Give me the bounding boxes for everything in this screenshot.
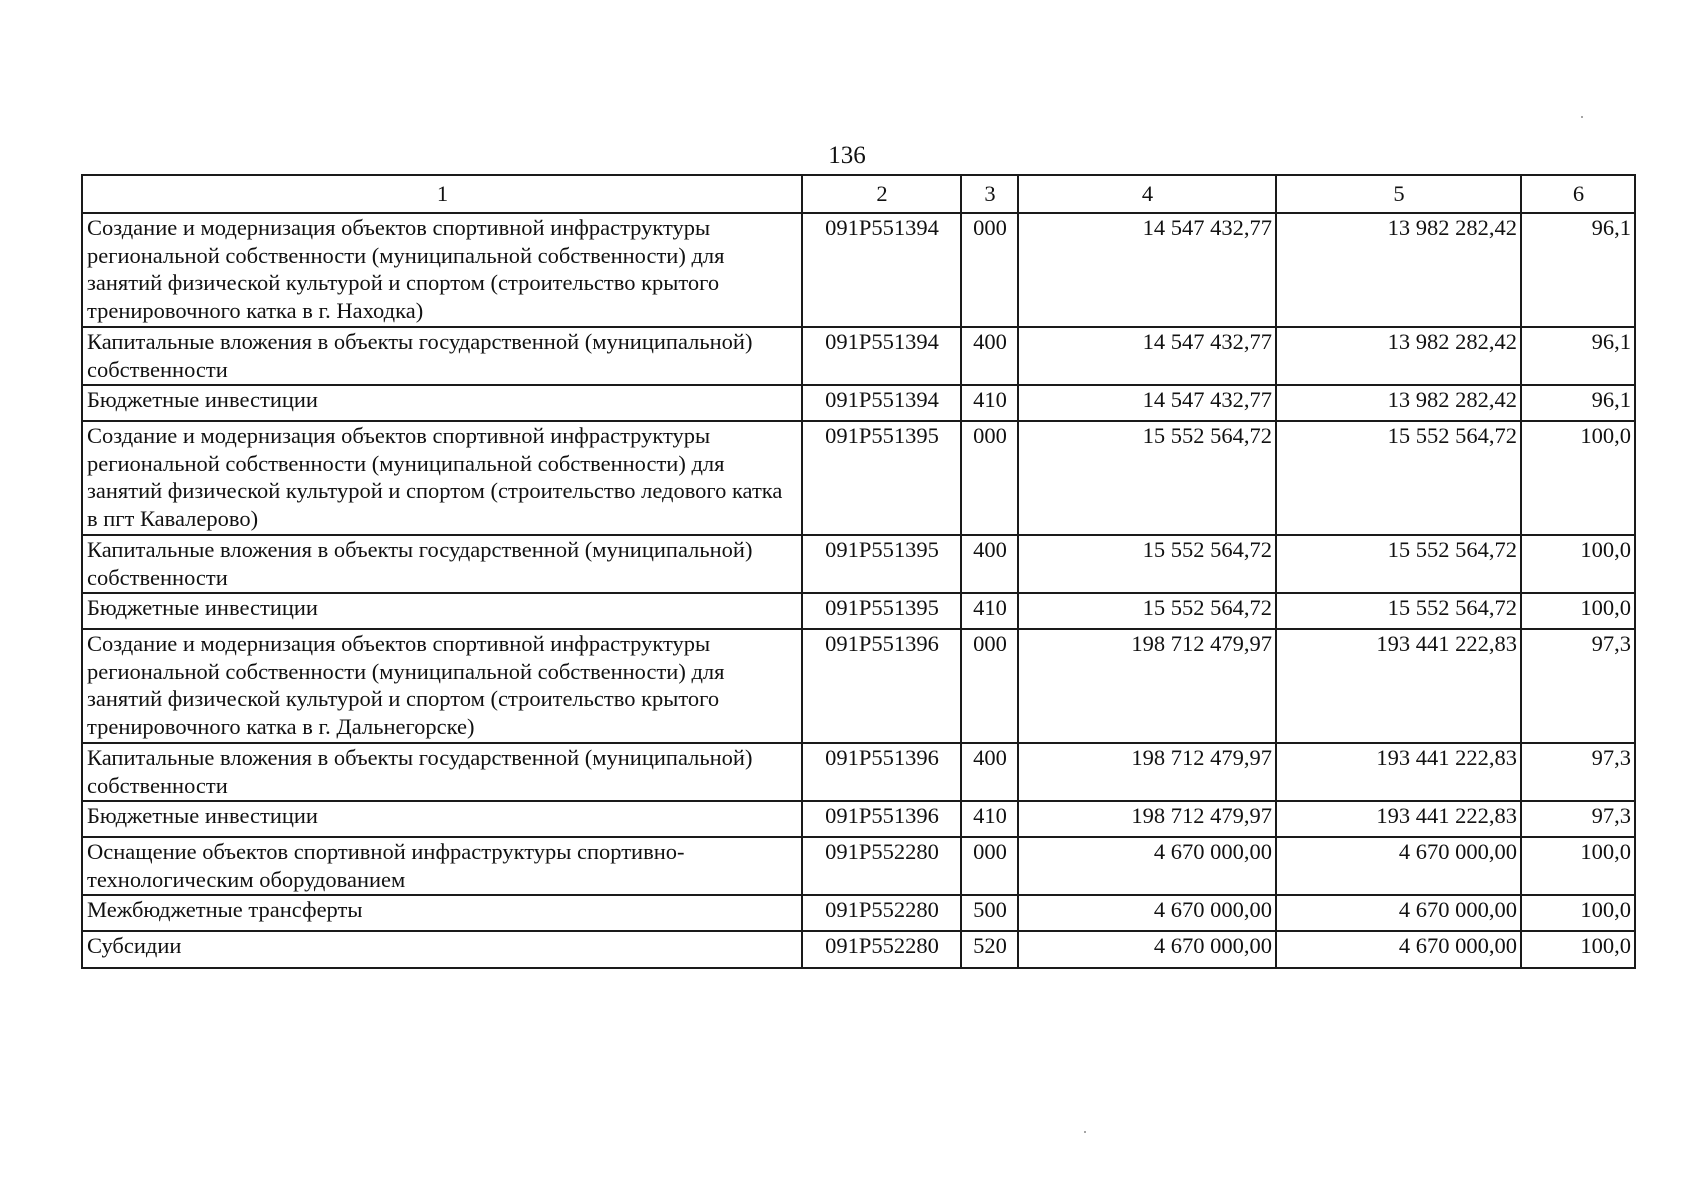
row-fact-cell: 193 441 222,83 — [1276, 629, 1521, 743]
row-percent-cell: 100,0 — [1521, 895, 1635, 931]
table-row — [82, 895, 1635, 931]
row-vr-cell: 410 — [961, 593, 1018, 629]
row-percent-cell: 100,0 — [1521, 931, 1635, 968]
row-code-cell: 091P551395 — [802, 421, 961, 535]
scan-speck — [1084, 1131, 1086, 1133]
row-code-cell: 091P551395 — [802, 535, 961, 593]
row-fact-cell: 193 441 222,83 — [1276, 801, 1521, 837]
row-vr-cell: 000 — [961, 629, 1018, 743]
row-code-cell: 091P551396 — [802, 743, 961, 801]
row-percent-cell: 100,0 — [1521, 593, 1635, 629]
row-name-cell: Создание и модернизация объектов спортивной инфраструктуры региональной собственности (муниципальной собственности) для занятий физической культурой и спортом (строительство ледового катка в пгт Кавалерово) — [82, 421, 802, 535]
row-plan-cell: 15 552 564,72 — [1018, 593, 1276, 629]
row-fact-cell: 4 670 000,00 — [1276, 895, 1521, 931]
row-vr-cell: 410 — [961, 385, 1018, 421]
header-col-4: 4 — [1018, 175, 1276, 213]
page-number — [0, 141, 1698, 171]
row-name-cell: Бюджетные инвестиции — [82, 801, 802, 837]
row-code-cell: 091P551396 — [802, 629, 961, 743]
row-vr-cell: 000 — [961, 421, 1018, 535]
row-percent-cell: 96,1 — [1521, 213, 1635, 327]
row-percent-cell: 97,3 — [1521, 743, 1635, 801]
row-percent-cell: 100,0 — [1521, 535, 1635, 593]
row-code-cell: 091P551396 — [802, 801, 961, 837]
header-col-6: 6 — [1521, 175, 1635, 213]
row-name-cell: Межбюджетные трансферты — [82, 895, 802, 931]
page-number-text: 136 — [828, 142, 866, 169]
table-row — [82, 801, 1635, 837]
budget-table — [81, 174, 1636, 969]
row-vr-cell: 500 — [961, 895, 1018, 931]
scan-speck — [1581, 116, 1583, 118]
table-row — [82, 743, 1635, 801]
row-fact-cell: 15 552 564,72 — [1276, 593, 1521, 629]
row-plan-cell: 198 712 479,97 — [1018, 743, 1276, 801]
row-percent-cell: 96,1 — [1521, 327, 1635, 385]
row-percent-cell: 97,3 — [1521, 629, 1635, 743]
table-row — [82, 931, 1635, 968]
table-row — [82, 535, 1635, 593]
row-name-cell: Капитальные вложения в объекты государственной (муниципальной) собственности — [82, 535, 802, 593]
row-code-cell: 091P551395 — [802, 593, 961, 629]
row-percent-cell: 100,0 — [1521, 837, 1635, 895]
table-row — [82, 837, 1635, 895]
row-plan-cell: 14 547 432,77 — [1018, 327, 1276, 385]
table-row — [82, 421, 1635, 535]
row-name-cell: Капитальные вложения в объекты государственной (муниципальной) собственности — [82, 327, 802, 385]
row-plan-cell: 4 670 000,00 — [1018, 931, 1276, 968]
table-row — [82, 213, 1635, 327]
table-body — [82, 213, 1635, 968]
row-name-cell: Создание и модернизация объектов спортивной инфраструктуры региональной собственности (муниципальной собственности) для занятий физической культурой и спортом (строительство крытого тренировочного катка в г. Дальнегорске) — [82, 629, 802, 743]
row-vr-cell: 000 — [961, 837, 1018, 895]
row-plan-cell: 198 712 479,97 — [1018, 629, 1276, 743]
row-fact-cell: 15 552 564,72 — [1276, 535, 1521, 593]
row-vr-cell: 520 — [961, 931, 1018, 968]
row-name-cell: Оснащение объектов спортивной инфраструктуры спортивно-технологическим оборудованием — [82, 837, 802, 895]
row-name-cell: Бюджетные инвестиции — [82, 593, 802, 629]
row-percent-cell: 96,1 — [1521, 385, 1635, 421]
row-fact-cell: 13 982 282,42 — [1276, 385, 1521, 421]
row-vr-cell: 400 — [961, 743, 1018, 801]
row-name-cell: Субсидии — [82, 931, 802, 968]
row-fact-cell: 15 552 564,72 — [1276, 421, 1521, 535]
row-fact-cell: 4 670 000,00 — [1276, 931, 1521, 968]
header-col-2: 2 — [802, 175, 961, 213]
row-plan-cell: 4 670 000,00 — [1018, 837, 1276, 895]
row-plan-cell: 15 552 564,72 — [1018, 535, 1276, 593]
row-code-cell: 091P551394 — [802, 213, 961, 327]
row-fact-cell: 13 982 282,42 — [1276, 327, 1521, 385]
table-row — [82, 593, 1635, 629]
table-row — [82, 385, 1635, 421]
header-col-3: 3 — [961, 175, 1018, 213]
table-row — [82, 327, 1635, 385]
header-row — [82, 175, 1635, 213]
row-plan-cell: 15 552 564,72 — [1018, 421, 1276, 535]
row-percent-cell: 100,0 — [1521, 421, 1635, 535]
row-name-cell: Создание и модернизация объектов спортивной инфраструктуры региональной собственности (муниципальной собственности) для занятий физической культурой и спортом (строительство крытого тренировочного катка в г. Находка) — [82, 213, 802, 327]
row-plan-cell: 198 712 479,97 — [1018, 801, 1276, 837]
row-code-cell: 091P552280 — [802, 837, 961, 895]
row-fact-cell: 13 982 282,42 — [1276, 213, 1521, 327]
row-fact-cell: 193 441 222,83 — [1276, 743, 1521, 801]
row-name-cell: Бюджетные инвестиции — [82, 385, 802, 421]
row-code-cell: 091P552280 — [802, 895, 961, 931]
row-vr-cell: 400 — [961, 327, 1018, 385]
row-percent-cell: 97,3 — [1521, 801, 1635, 837]
row-plan-cell: 14 547 432,77 — [1018, 213, 1276, 327]
header-col-1: 1 — [82, 175, 802, 213]
row-code-cell: 091P552280 — [802, 931, 961, 968]
table-header — [82, 175, 1635, 213]
row-vr-cell: 000 — [961, 213, 1018, 327]
table-row — [82, 629, 1635, 743]
row-code-cell: 091P551394 — [802, 385, 961, 421]
row-plan-cell: 14 547 432,77 — [1018, 385, 1276, 421]
row-name-cell: Капитальные вложения в объекты государственной (муниципальной) собственности — [82, 743, 802, 801]
row-plan-cell: 4 670 000,00 — [1018, 895, 1276, 931]
row-vr-cell: 400 — [961, 535, 1018, 593]
row-vr-cell: 410 — [961, 801, 1018, 837]
row-fact-cell: 4 670 000,00 — [1276, 837, 1521, 895]
header-col-5: 5 — [1276, 175, 1521, 213]
row-code-cell: 091P551394 — [802, 327, 961, 385]
